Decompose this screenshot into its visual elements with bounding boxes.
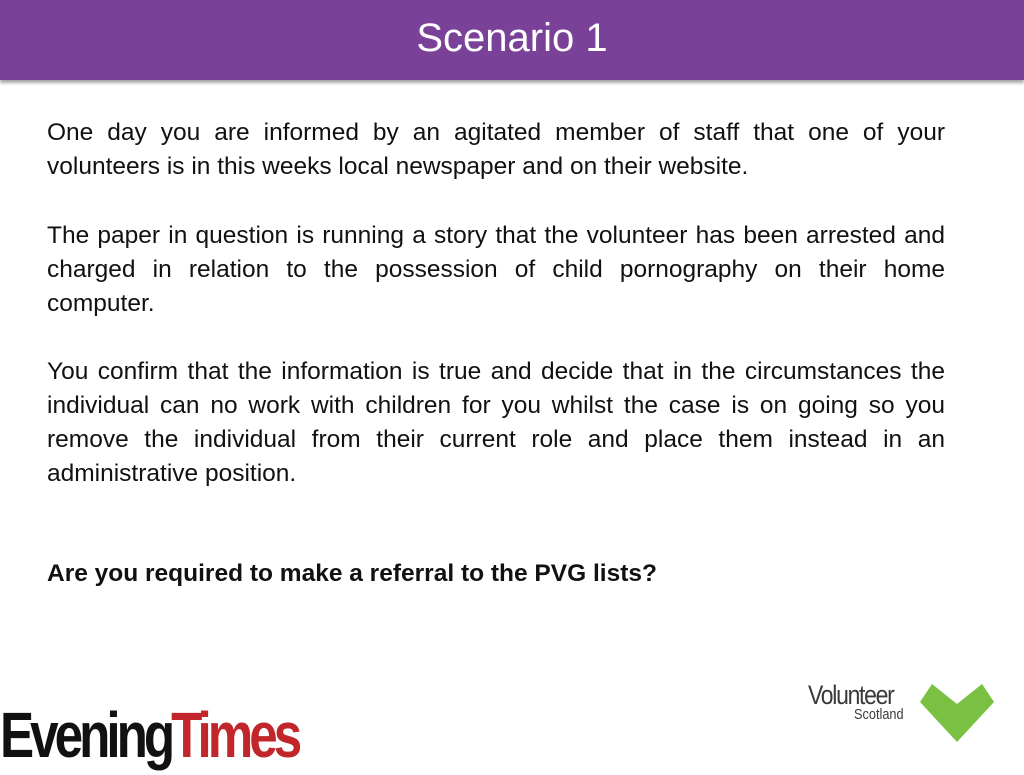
slide-title: Scenario 1 [416,16,608,60]
title-bar [0,0,1024,80]
logo-times: Times [171,699,299,771]
logo-evening: Evening [0,699,172,771]
logo-scotland: Scotland [854,706,904,723]
evening-times-logo [0,695,298,775]
paragraph-3: You confirm that the information is true and decide that in the circumstances the individual can no work with children for you whilst the case is on going so you remove the individual from their current role and place them instead in an administrative position. [47,358,945,487]
logo-volunteer: Volunteer [808,680,894,710]
paragraph-1: One day you are informed by an agitated member of staff that one of your volunteers is in this weeks local newspaper and on their website. [47,119,945,180]
question: Are you required to make a referral to the PVG lists? [47,560,657,587]
paragraph-2: The paper in question is running a story that the volunteer has been arrested and charged in relation to the possession of child pornography on their home computer. [47,222,945,317]
heart-icon [918,682,996,744]
